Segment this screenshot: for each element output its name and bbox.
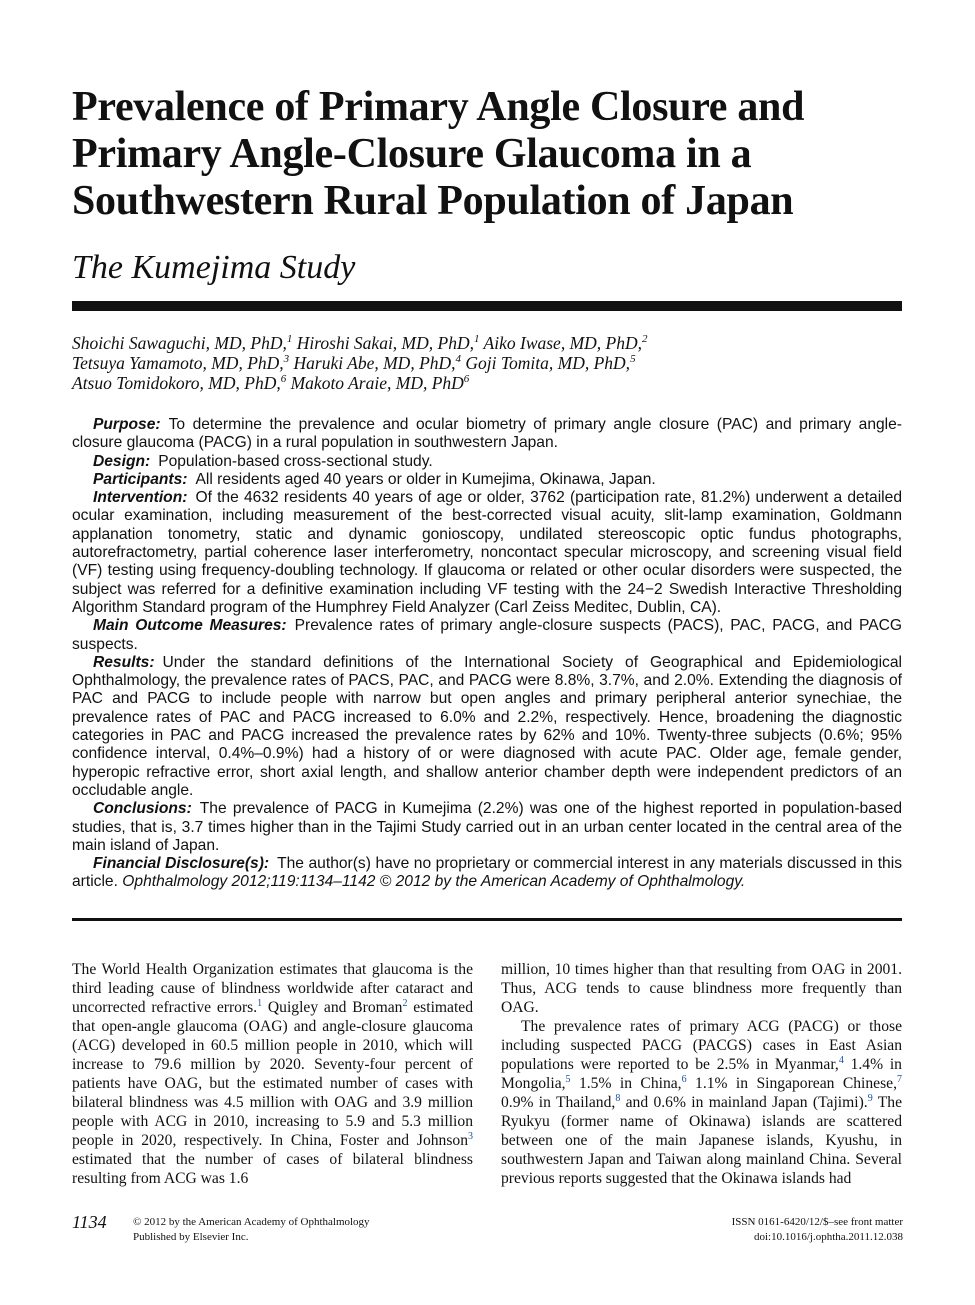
abstract-text: Prevalence rates of primary angle-closure suspects (PACS), PAC, PACG, and PACG suspects. [72, 617, 902, 653]
issn-line: ISSN 0161-6420/12/$–see front matter [731, 1216, 903, 1228]
abstract-text: To determine the prevalence and ocular biometry of primary angle closure (PAC) and primary angle-closure glaucoma (PACG) in a rural population in southwestern Japan. [72, 416, 902, 452]
reference-link[interactable]: 1 [257, 998, 263, 1009]
body-column-right [501, 960, 902, 1188]
body-paragraph: million, 10 times higher than that resulting from OAG in 2001. Thus, ACG tends to cause blindness more frequently than OAG. [501, 961, 902, 1016]
author-name: Haruki Abe, MD, PhD, [293, 353, 456, 373]
abstract-financial [72, 855, 902, 892]
body-text: 1.1% in Singaporean Chinese, [686, 1075, 897, 1092]
body-text: Quigley and Broman [262, 999, 403, 1016]
abstract-label: Purpose: [93, 416, 161, 433]
reference-link[interactable]: 9 [867, 1093, 873, 1104]
body-text: 1.5% in China, [570, 1075, 682, 1092]
body-paragraph [501, 1017, 902, 1188]
body-text: The World Health Organization estimates that glaucoma is the third leading cause of blindness worldwide after cataract and uncorrected refractive errors. [72, 961, 473, 1016]
author-name: Shoichi Sawaguchi, MD, PhD, [72, 333, 287, 353]
affiliation-mark: 3 [283, 353, 290, 365]
article-title: Prevalence of Primary Angle Closure and Primary Angle-Closure Glaucoma in a Southwestern Rural Population of Japan [72, 84, 805, 224]
author-name: Makoto Araie, MD, PhD [290, 373, 464, 393]
abstract-text: All residents aged 40 years or older in Kumejima, Okinawa, Japan. [195, 470, 656, 488]
reference-link[interactable]: 3 [468, 1131, 473, 1142]
body-paragraph [72, 960, 473, 1188]
journal-citation: Ophthalmology 2012;119:1134–1142 © 2012 by the American Academy of Ophthalmology. [122, 873, 746, 891]
abstract-text: Of the 4632 residents 40 years of age or older, 3762 (participation rate, 81.2%) underwent a detailed ocular examination, including measurement of the best-corrected visual acuity, slit-lamp examination, Goldmann applanation tonometry, static and dynamic gonioscopy, undilated stereoscopic optic fundus photographs, autorefractometry, partial coherence laser interferometry, noncontact specular microscopy, and screening visual field (VF) testing using frequency-doubling technology. If glaucoma or related or other ocular disorders were suspected, the subject was referred for a definitive examination including VF testing with the 24−2 Swedish Interactive Thresholding Algorithm Standard program of the Humphrey Field Analyzer (Carl Zeiss Meditec, Dublin, CA). [72, 489, 902, 616]
affiliation-mark: 6 [280, 373, 287, 385]
affiliation-mark: 6 [463, 373, 470, 385]
reference-link[interactable]: 5 [565, 1074, 571, 1085]
abstract-label: Financial Disclosure(s): [93, 855, 270, 873]
abstract-label: Participants: [93, 470, 188, 488]
abstract-design [72, 453, 902, 471]
affiliation-mark: 1 [286, 333, 293, 345]
footer-identifiers [732, 1215, 903, 1245]
author-name: Hiroshi Sakai, MD, PhD, [296, 333, 474, 353]
body-column-left [72, 960, 473, 1188]
abstract-participants [72, 471, 902, 489]
reference-link[interactable]: 2 [402, 998, 408, 1009]
abstract-outcome [72, 617, 902, 654]
reference-link[interactable]: 4 [838, 1055, 844, 1066]
affiliation-mark: 5 [630, 353, 636, 365]
doi-link[interactable]: doi:10.1016/j.ophtha.2011.12.038 [753, 1231, 903, 1243]
abstract-results [72, 654, 902, 800]
abstract-label: Intervention: [93, 489, 188, 507]
abstract-label: Design: [93, 452, 151, 470]
body-text: estimated that open-angle glaucoma (OAG) and angle-closure glaucoma (ACG) developed in 60.5 million people in 2010, which will increase to 79.6 million by 2020. Seventy-four percent of patients have OAG, but the estimated number of cases with bilateral blindness was 4.5 million with OAG and 3.9 million people with ACG in 2010, increasing to 5.9 and 5.3 million people in 2020, respectively. In China, Foster and Johnson [72, 999, 474, 1149]
abstract-label: Main Outcome Measures: [93, 617, 287, 635]
abstract-text: The author(s) have no proprietary or commercial interest in any materials discussed in this article. [72, 855, 902, 891]
body-text: and 0.6% in mainland Japan (Tajimi). [620, 1094, 868, 1111]
author-name: Atsuo Tomidokoro, MD, PhD, [72, 373, 281, 393]
abstract-label: Results: [93, 653, 155, 671]
affiliation-mark: 2 [642, 333, 648, 345]
abstract-text: Under the standard definitions of the International Society of Geographical and Epidemiological Ophthalmology, the prevalence rates of PACS, PAC, and PACG were 8.8%, 3.7%, and 2.0%. Extending the diagnosis of PAC and PACG to include people with narrow but open angles and primary peripheral anterior synechiae, the prevalence rates of PAC and PACG increased to 6.0% and 2.2%, respectively. Hence, broadening the diagnostic categories in PAC and PACG increased the prevalence rates by 62% and 10%. Twenty-three subjects (0.6%; 95% confidence interval, 0.4%–0.9%) had a history of or were diagnosed with acute PAC. Older age, female gender, hyperopic refractive error, short axial length, and shallow anterior chamber depth were independent predictors of an occludable angle. [72, 653, 902, 799]
reference-link[interactable]: 7 [897, 1074, 902, 1085]
reference-link[interactable]: 8 [615, 1093, 621, 1104]
affiliation-mark: 1 [473, 333, 480, 345]
abstract-purpose [72, 416, 902, 453]
author-name: Goji Tomita, MD, PhD, [465, 353, 631, 373]
abstract-divider [72, 918, 902, 921]
reference-link[interactable]: 6 [681, 1074, 687, 1085]
body-text: The Ryukyu (former name of Okinawa) islands are scattered between one of the main Japanese islands, Kyushu, in southwestern Japan and Taiwan along mainland China. Several previous reports suggested that the Okinawa islands had [501, 1094, 902, 1187]
affiliation-mark: 4 [455, 353, 462, 365]
body-text: The prevalence rates of primary ACG (PACG) or those including suspected PACG (PACGS) cases in East Asian populations were reported to be 2.5% in Myanmar, [501, 1018, 902, 1073]
abstract-label: Conclusions: [93, 800, 192, 818]
article-subtitle: The Kumejima Study [72, 249, 356, 286]
author-name: Tetsuya Yamamoto, MD, PhD, [72, 353, 284, 373]
body-text: estimated that the number of cases of bilateral blindness resulting from ACG was 1.6 [72, 1151, 473, 1187]
author-list [72, 333, 902, 393]
author-name: Aiko Iwase, MD, PhD, [483, 333, 642, 353]
copyright-line: © 2012 by the American Academy of Ophthalmology [133, 1216, 370, 1228]
abstract-intervention [72, 489, 902, 617]
abstract-text: Population-based cross-sectional study. [158, 452, 433, 470]
publisher-line: Published by Elsevier Inc. [133, 1231, 249, 1243]
abstract-text: The prevalence of PACG in Kumejima (2.2%) was one of the highest reported in population-based studies, that is, 3.7 times higher than in the Tajimi Study carried out in an urban center located in the central area of the main island of Japan. [72, 800, 902, 854]
page-number: 1134 [72, 1212, 107, 1232]
abstract-conclusions [72, 800, 902, 855]
footer-copyright [133, 1215, 370, 1245]
body-text: 1.4% in Mongolia, [501, 1056, 902, 1092]
abstract [72, 416, 902, 892]
body-text: 0.9% in Thailand, [501, 1094, 616, 1111]
title-divider [72, 301, 902, 311]
